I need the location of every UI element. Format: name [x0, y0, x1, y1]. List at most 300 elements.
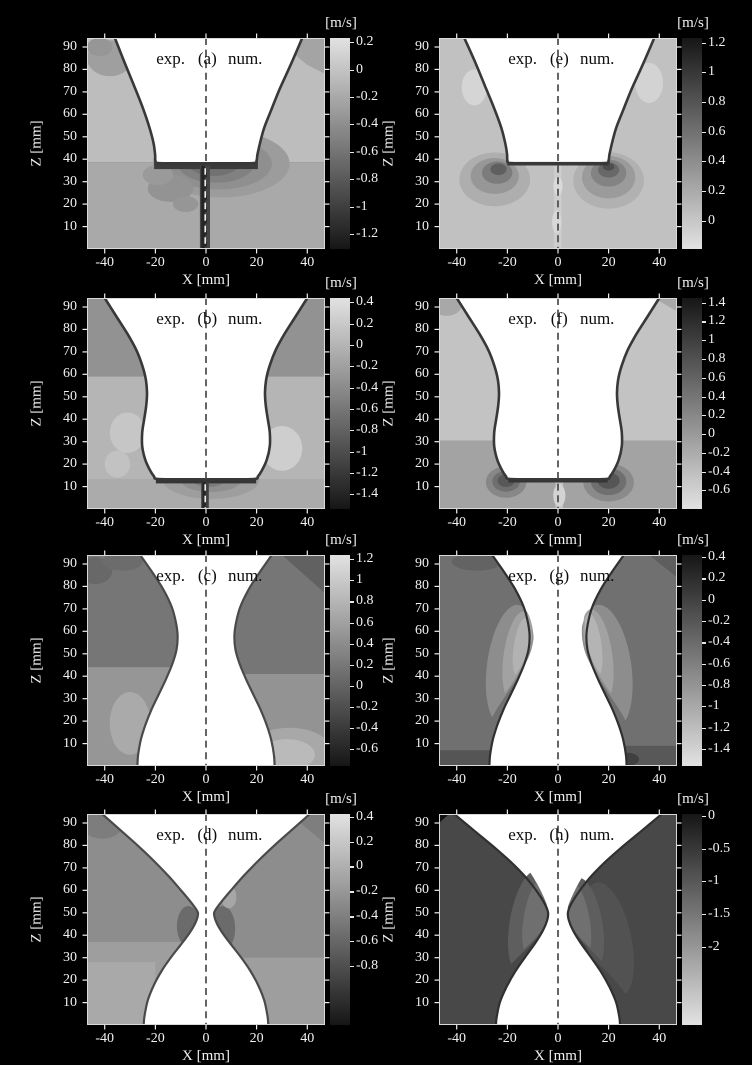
- colorbar: [330, 555, 350, 766]
- contour-region: [87, 38, 112, 56]
- x-tick-label: 40: [300, 255, 315, 270]
- colorbar-tick-label: -0.4: [708, 463, 731, 479]
- z-tick-label: 60: [63, 623, 77, 639]
- colorbar-tick-mark: [702, 947, 706, 948]
- colorbar-tick-label: 0: [356, 61, 363, 77]
- colorbar-tick-label: 0: [708, 591, 715, 607]
- x-tick-label: -40: [95, 772, 115, 787]
- x-tick-label: -40: [447, 772, 467, 787]
- colorbar-tick-mark: [350, 891, 354, 892]
- colorbar-tick-label: 0.4: [708, 549, 726, 565]
- colorbar-tick-label: 0: [356, 336, 363, 352]
- num-label: num.: [579, 309, 615, 328]
- colorbar-tick-label: 0: [356, 858, 363, 874]
- colorbar-tick-label: -1.4: [708, 740, 731, 756]
- panel-letter: (b): [197, 309, 218, 328]
- colorbar-tick-mark: [350, 324, 354, 325]
- colorbar-tick-label: -0.2: [356, 698, 379, 714]
- colorbar-tick-mark: [702, 621, 706, 622]
- colorbar-tick-mark: [702, 849, 706, 850]
- z-tick-label: 70: [415, 600, 429, 616]
- x-tick-label: -40: [447, 515, 467, 530]
- colorbar-tick-mark: [350, 207, 354, 208]
- colorbar-tick-label: -0.4: [356, 379, 379, 395]
- exp-label: exp.: [508, 49, 537, 68]
- colorbar-tick-label: 1: [708, 64, 715, 80]
- colorbar-tick-label: -0.6: [356, 741, 379, 757]
- z-tick-label: 50: [63, 904, 77, 920]
- colorbar-tick-mark: [350, 817, 354, 818]
- x-tick-label: -40: [95, 255, 115, 270]
- colorbar-tick-mark: [702, 434, 706, 435]
- z-tick-label: 80: [63, 578, 77, 594]
- z-tick-label: 20: [415, 972, 429, 988]
- num-label: num.: [579, 825, 615, 844]
- colorbar-tick-label: -0.8: [356, 422, 379, 438]
- x-tick-label: 20: [601, 255, 616, 270]
- z-tick-label: 80: [63, 321, 77, 337]
- colorbar-tick-label: 0.8: [708, 93, 726, 109]
- colorbar-tick-label: -1.2: [356, 464, 379, 480]
- colorbar-unit-label: [m/s]: [325, 791, 357, 807]
- x-tick-label: -20: [498, 515, 517, 530]
- colorbar-tick-mark: [350, 494, 354, 495]
- colorbar-tick-mark: [350, 70, 354, 71]
- contour-region: [110, 413, 145, 453]
- colorbar-tick-mark: [350, 644, 354, 645]
- colorbar-tick-mark: [702, 557, 706, 558]
- z-tick-label: 70: [415, 859, 429, 875]
- z-tick-label: 20: [415, 196, 429, 212]
- z-axis-label: Z [mm]: [380, 380, 397, 427]
- x-tick-label: 0: [554, 515, 562, 530]
- colorbar-unit-label: [m/s]: [325, 275, 357, 291]
- z-tick-label: 80: [63, 61, 77, 77]
- colorbar-tick-mark: [702, 642, 706, 643]
- colorbar-unit-label: [m/s]: [325, 532, 357, 548]
- colorbar-tick-mark: [350, 302, 354, 303]
- z-tick-label: 90: [63, 815, 77, 830]
- x-axis-label: X [mm]: [182, 789, 230, 805]
- colorbar-tick-mark: [702, 749, 706, 750]
- z-tick-label: 90: [415, 39, 429, 54]
- panel-letter: (e): [549, 49, 569, 68]
- z-tick-label: 10: [63, 478, 77, 494]
- z-tick-label: 90: [63, 39, 77, 54]
- x-axis-label: X [mm]: [534, 272, 582, 288]
- colorbar-tick-mark: [350, 916, 354, 917]
- colorbar-tick-label: 0.4: [708, 388, 726, 404]
- colorbar-tick-mark: [702, 132, 706, 133]
- colorbar-tick-mark: [702, 72, 706, 73]
- colorbar-tick-mark: [350, 473, 354, 474]
- colorbar: [330, 298, 350, 509]
- colorbar-tick-label: -0.2: [356, 358, 379, 374]
- colorbar-tick-label: -2: [708, 938, 720, 954]
- z-tick-label: 80: [415, 61, 429, 77]
- z-tick-label: 70: [63, 343, 77, 359]
- colorbar-tick-label: -0.6: [356, 933, 379, 949]
- colorbar-tick-mark: [350, 345, 354, 346]
- colorbar-tick-label: 0.2: [356, 315, 374, 331]
- panel-letter: (d): [197, 825, 218, 844]
- x-tick-label: 40: [652, 1031, 667, 1046]
- z-tick-label: 20: [63, 196, 77, 212]
- z-tick-label: 10: [63, 218, 77, 234]
- colorbar-tick-label: 0.4: [356, 635, 374, 651]
- z-tick-label: 40: [63, 151, 77, 167]
- z-axis-label: Z [mm]: [380, 637, 397, 684]
- panel-letter: (c): [197, 566, 217, 585]
- colorbar-tick-label: 0.2: [708, 183, 726, 198]
- x-tick-label: -40: [95, 515, 115, 530]
- colorbar-tick-label: -0.8: [708, 677, 731, 692]
- z-tick-label: 80: [415, 578, 429, 594]
- z-tick-label: 10: [415, 994, 429, 1010]
- colorbar-tick-label: 0.4: [708, 153, 726, 169]
- z-tick-label: 50: [415, 128, 429, 144]
- colorbar-tick-label: -0.6: [356, 143, 379, 159]
- colorbar-tick-label: 0: [708, 212, 715, 228]
- colorbar-tick-label: 0.6: [356, 614, 374, 630]
- z-tick-label: 80: [415, 321, 429, 337]
- colorbar-tick-mark: [350, 42, 354, 43]
- z-tick-label: 30: [415, 173, 429, 189]
- colorbar-tick-mark: [702, 914, 706, 915]
- colorbar-tick-label: 0.6: [708, 369, 726, 385]
- colorbar-tick-label: 0: [708, 808, 715, 823]
- x-tick-label: 20: [249, 1031, 264, 1046]
- x-tick-label: 20: [601, 772, 616, 787]
- z-tick-label: 20: [415, 713, 429, 729]
- colorbar-tick-label: -0.4: [356, 720, 379, 735]
- colorbar-tick-mark: [350, 366, 354, 367]
- z-tick-label: 80: [415, 837, 429, 853]
- colorbar-tick-mark: [702, 303, 706, 304]
- colorbar-tick-mark: [350, 866, 354, 867]
- z-tick-label: 40: [415, 411, 429, 427]
- x-tick-label: -20: [498, 772, 517, 787]
- colorbar-tick-mark: [702, 706, 706, 707]
- z-tick-label: 10: [63, 735, 77, 751]
- z-tick-label: 90: [63, 556, 77, 571]
- x-axis-label: X [mm]: [182, 272, 230, 288]
- colorbar-tick-mark: [702, 415, 706, 416]
- colorbar-tick-mark: [350, 409, 354, 410]
- x-tick-label: -20: [146, 772, 165, 787]
- z-tick-label: 50: [63, 388, 77, 404]
- colorbar-tick-mark: [350, 728, 354, 729]
- z-tick-label: 30: [415, 433, 429, 449]
- z-tick-label: 70: [63, 859, 77, 875]
- x-tick-label: 0: [202, 772, 210, 787]
- colorbar-tick-label: -0.2: [708, 613, 731, 629]
- colorbar-tick-label: 0.8: [708, 351, 726, 366]
- colorbar: [330, 814, 350, 1025]
- x-tick-label: 0: [554, 772, 562, 787]
- z-tick-label: 10: [63, 994, 77, 1010]
- x-tick-label: 20: [249, 515, 264, 530]
- colorbar-tick-mark: [350, 623, 354, 624]
- colorbar-unit-label: [m/s]: [677, 275, 709, 291]
- colorbar: [682, 38, 702, 249]
- colorbar-tick-mark: [350, 966, 354, 967]
- colorbar-tick-label: -1: [708, 698, 720, 714]
- colorbar-tick-mark: [702, 161, 706, 162]
- colorbar-tick-label: -0.4: [356, 908, 379, 924]
- colorbar-tick-mark: [702, 685, 706, 686]
- z-tick-label: 60: [63, 882, 77, 898]
- colorbar-tick-label: 1: [708, 332, 715, 348]
- z-tick-label: 80: [63, 837, 77, 853]
- z-tick-label: 60: [415, 623, 429, 639]
- colorbar-tick-label: -0.2: [356, 88, 379, 104]
- z-tick-label: 20: [415, 456, 429, 472]
- x-tick-label: 0: [202, 515, 210, 530]
- colorbar-tick-mark: [350, 665, 354, 666]
- colorbar-tick-label: -0.6: [708, 655, 731, 671]
- colorbar-tick-mark: [350, 179, 354, 180]
- colorbar-tick-mark: [702, 578, 706, 579]
- z-tick-label: 90: [415, 299, 429, 314]
- colorbar: [682, 555, 702, 766]
- x-tick-label: 20: [249, 255, 264, 270]
- panel-letter: (f): [550, 309, 568, 328]
- z-axis-label: Z [mm]: [380, 120, 397, 167]
- x-tick-label: -40: [447, 1031, 467, 1046]
- colorbar-tick-label: -1.5: [708, 905, 731, 921]
- z-tick-label: 40: [415, 668, 429, 684]
- z-tick-label: 70: [63, 600, 77, 616]
- colorbar-tick-label: -1.4: [356, 486, 379, 502]
- x-tick-label: 20: [249, 772, 264, 787]
- z-axis-label: Z [mm]: [380, 896, 397, 943]
- colorbar-tick-label: 0.2: [356, 656, 374, 672]
- z-tick-label: 40: [63, 927, 77, 943]
- colorbar-tick-mark: [350, 452, 354, 453]
- z-axis-label: Z [mm]: [28, 380, 45, 427]
- x-tick-label: -20: [498, 255, 517, 270]
- colorbar-tick-mark: [702, 321, 706, 322]
- z-tick-label: 50: [415, 388, 429, 404]
- x-tick-label: 0: [202, 1031, 210, 1046]
- panel-letter: (h): [549, 825, 570, 844]
- colorbar-tick-label: 0.2: [708, 407, 726, 423]
- z-tick-label: 50: [63, 128, 77, 144]
- z-tick-label: 30: [415, 949, 429, 965]
- colorbar-tick-label: 0.2: [356, 34, 374, 50]
- x-tick-label: -20: [146, 1031, 165, 1046]
- x-tick-label: -20: [498, 1031, 517, 1046]
- colorbar-tick-label: -1: [356, 198, 368, 214]
- contour-region: [553, 484, 565, 506]
- exp-label: exp.: [508, 309, 537, 328]
- z-tick-label: 60: [415, 106, 429, 122]
- x-tick-label: 40: [652, 515, 667, 530]
- colorbar-tick-label: -0.8: [356, 171, 379, 187]
- z-tick-label: 30: [63, 690, 77, 706]
- colorbar: [682, 814, 702, 1025]
- colorbar-tick-mark: [702, 816, 706, 817]
- z-tick-label: 60: [415, 882, 429, 898]
- x-tick-label: -40: [447, 255, 467, 270]
- x-tick-label: 40: [652, 772, 667, 787]
- colorbar-tick-label: -0.2: [356, 883, 379, 899]
- colorbar-unit-label: [m/s]: [677, 15, 709, 31]
- z-tick-label: 50: [415, 645, 429, 661]
- x-tick-label: -20: [146, 515, 165, 530]
- contour-region: [173, 196, 198, 212]
- colorbar-tick-mark: [350, 601, 354, 602]
- colorbar-tick-mark: [702, 664, 706, 665]
- panel-letter: (a): [197, 49, 217, 68]
- x-tick-label: 0: [554, 1031, 562, 1046]
- colorbar-tick-mark: [350, 707, 354, 708]
- colorbar-tick-label: -0.4: [708, 634, 731, 650]
- z-tick-label: 50: [63, 645, 77, 661]
- z-axis-label: Z [mm]: [28, 896, 45, 943]
- colorbar-tick-mark: [702, 728, 706, 729]
- x-tick-label: 0: [202, 255, 210, 270]
- x-tick-label: 40: [300, 1031, 315, 1046]
- num-label: num.: [227, 309, 263, 328]
- colorbar-tick-label: -1.2: [356, 225, 379, 241]
- z-tick-label: 10: [415, 478, 429, 494]
- x-tick-label: 40: [300, 772, 315, 787]
- exp-label: exp.: [508, 566, 537, 585]
- colorbar-tick-label: -0.8: [356, 958, 379, 974]
- colorbar-unit-label: [m/s]: [677, 791, 709, 807]
- colorbar-tick-mark: [350, 686, 354, 687]
- colorbar-tick-mark: [702, 340, 706, 341]
- colorbar-tick-mark: [702, 600, 706, 601]
- colorbar-tick-mark: [350, 559, 354, 560]
- x-tick-label: 20: [601, 1031, 616, 1046]
- exp-label: exp.: [156, 49, 185, 68]
- z-tick-label: 30: [63, 433, 77, 449]
- colorbar-tick-mark: [350, 234, 354, 235]
- num-label: num.: [227, 49, 263, 68]
- colorbar-tick-label: -1: [708, 873, 720, 889]
- z-tick-label: 20: [63, 456, 77, 472]
- colorbar-tick-mark: [702, 221, 706, 222]
- z-axis-label: Z [mm]: [28, 637, 45, 684]
- exp-label: exp.: [156, 566, 185, 585]
- z-tick-label: 30: [63, 173, 77, 189]
- x-tick-label: -40: [95, 1031, 115, 1046]
- colorbar-tick-label: -0.4: [356, 116, 379, 132]
- x-tick-label: -20: [146, 255, 165, 270]
- colorbar-tick-mark: [350, 152, 354, 153]
- colorbar-tick-mark: [350, 941, 354, 942]
- z-tick-label: 10: [415, 735, 429, 751]
- z-tick-label: 70: [63, 83, 77, 99]
- colorbar-tick-mark: [350, 97, 354, 98]
- colorbar-tick-label: 0.8: [356, 593, 374, 609]
- num-label: num.: [579, 566, 615, 585]
- x-tick-label: 40: [652, 255, 667, 270]
- colorbar-tick-mark: [350, 580, 354, 581]
- colorbar: [330, 38, 350, 249]
- z-tick-label: 60: [63, 366, 77, 382]
- colorbar-tick-label: -0.6: [708, 482, 731, 498]
- colorbar-tick-mark: [350, 388, 354, 389]
- num-label: num.: [227, 825, 263, 844]
- z-tick-label: 60: [415, 366, 429, 382]
- colorbar-tick-label: 1.2: [356, 551, 374, 567]
- x-axis-label: X [mm]: [182, 532, 230, 548]
- z-tick-label: 20: [63, 972, 77, 988]
- z-tick-label: 90: [63, 299, 77, 314]
- z-tick-label: 40: [63, 411, 77, 427]
- z-tick-label: 10: [415, 218, 429, 234]
- z-axis-label: Z [mm]: [28, 120, 45, 167]
- z-tick-label: 40: [415, 151, 429, 167]
- contour-region: [105, 451, 130, 478]
- colorbar-tick-label: 0.4: [356, 808, 374, 824]
- colorbar-tick-label: 1.2: [708, 34, 726, 50]
- exp-label: exp.: [156, 309, 185, 328]
- colorbar-tick-mark: [702, 102, 706, 103]
- colorbar-tick-label: 0: [708, 426, 715, 441]
- colorbar-tick-mark: [702, 881, 706, 882]
- contour-region: [490, 164, 506, 176]
- colorbar-tick-label: -0.5: [708, 840, 731, 856]
- colorbar-tick-label: 1.4: [708, 294, 726, 310]
- x-axis-label: X [mm]: [534, 1048, 582, 1064]
- z-tick-label: 40: [415, 927, 429, 943]
- colorbar-tick-mark: [350, 842, 354, 843]
- num-label: num.: [227, 566, 263, 585]
- z-tick-label: 30: [415, 690, 429, 706]
- colorbar-tick-mark: [702, 453, 706, 454]
- contour-region: [552, 211, 561, 233]
- x-axis-label: X [mm]: [182, 1048, 230, 1064]
- z-tick-label: 20: [63, 713, 77, 729]
- colorbar-tick-mark: [702, 191, 706, 192]
- colorbar-tick-mark: [350, 430, 354, 431]
- x-tick-label: 0: [554, 255, 562, 270]
- colorbar-tick-mark: [702, 43, 706, 44]
- colorbar-tick-label: 0.6: [708, 123, 726, 139]
- colorbar-tick-label: 1: [356, 572, 363, 588]
- exp-label: exp.: [508, 825, 537, 844]
- x-axis-label: X [mm]: [534, 532, 582, 548]
- colorbar-tick-mark: [702, 397, 706, 398]
- colorbar: [682, 298, 702, 509]
- panel-letter: (g): [549, 566, 570, 585]
- x-tick-label: 40: [300, 515, 315, 530]
- colorbar-tick-label: 0.2: [708, 570, 726, 586]
- z-tick-label: 30: [63, 949, 77, 965]
- z-tick-label: 70: [415, 83, 429, 99]
- colorbar-tick-mark: [702, 359, 706, 360]
- z-tick-label: 50: [415, 904, 429, 920]
- colorbar-unit-label: [m/s]: [677, 532, 709, 548]
- z-tick-label: 40: [63, 668, 77, 684]
- colorbar-tick-label: 0: [356, 677, 363, 693]
- x-tick-label: 20: [601, 515, 616, 530]
- colorbar-tick-label: -1: [356, 443, 368, 459]
- exp-label: exp.: [156, 825, 185, 844]
- z-tick-label: 70: [415, 343, 429, 359]
- colorbar-tick-mark: [702, 378, 706, 379]
- colorbar-tick-label: 1.2: [708, 313, 726, 329]
- colorbar-unit-label: [m/s]: [325, 15, 357, 31]
- colorbar-tick-mark: [350, 124, 354, 125]
- colorbar-tick-label: 0.4: [356, 294, 374, 310]
- colorbar-tick-mark: [350, 749, 354, 750]
